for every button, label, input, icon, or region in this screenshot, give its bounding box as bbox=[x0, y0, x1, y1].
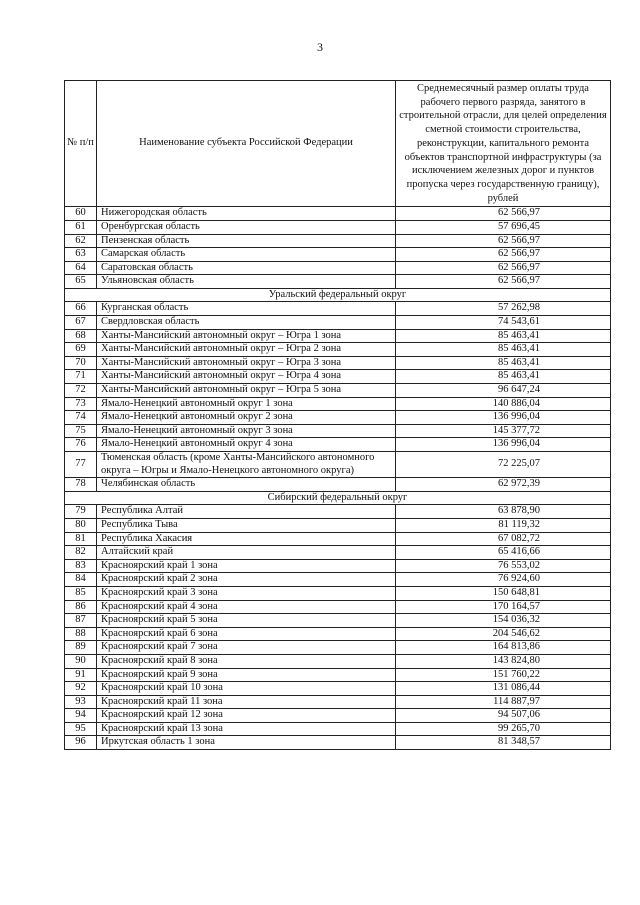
table-row bbox=[65, 668, 611, 682]
subject-name: Ямало-Ненецкий автономный округ 1 зона bbox=[97, 397, 396, 411]
subject-name: Красноярский край 4 зона bbox=[97, 600, 396, 614]
table-header-row bbox=[65, 81, 611, 207]
table-row bbox=[65, 397, 611, 411]
subject-name: Красноярский край 12 зона bbox=[97, 709, 396, 723]
wage-value: 76 924,60 bbox=[396, 573, 611, 587]
table-row bbox=[65, 384, 611, 398]
subject-name: Нижегородская область bbox=[97, 207, 396, 221]
subject-name: Красноярский край 5 зона bbox=[97, 614, 396, 628]
subject-name: Ханты-Мансийский автономный округ – Югра 1 зона bbox=[97, 329, 396, 343]
wage-value: 114 887,97 bbox=[396, 695, 611, 709]
subject-name: Челябинская область bbox=[97, 478, 396, 492]
table-row bbox=[65, 478, 611, 492]
row-number: 95 bbox=[65, 722, 97, 736]
table-row bbox=[65, 343, 611, 357]
table-row bbox=[65, 722, 611, 736]
subject-name: Ханты-Мансийский автономный округ – Югра 2 зона bbox=[97, 343, 396, 357]
header-wage-value: Среднемесячный размер оплаты труда рабочего первого разряда, занятого в строительной отрасли, для целей определения сметной стоимости строительства, реконструкции, капитального ремонта объектов транспортной инфраструктуры (за исключением железных дорог и пунктов пропуска через государственную границу), рублей bbox=[396, 81, 611, 207]
row-number: 84 bbox=[65, 573, 97, 587]
table-row bbox=[65, 573, 611, 587]
table-row bbox=[65, 302, 611, 316]
table-row bbox=[65, 709, 611, 723]
subject-name: Республика Хакасия bbox=[97, 532, 396, 546]
table-row bbox=[65, 424, 611, 438]
wage-value: 74 543,61 bbox=[396, 316, 611, 330]
row-number: 78 bbox=[65, 478, 97, 492]
wage-value: 94 507,06 bbox=[396, 709, 611, 723]
subject-name: Красноярский край 3 зона bbox=[97, 586, 396, 600]
table-row bbox=[65, 586, 611, 600]
wage-value: 67 082,72 bbox=[396, 532, 611, 546]
subject-name: Алтайский край bbox=[97, 546, 396, 560]
table-row bbox=[65, 220, 611, 234]
row-number: 77 bbox=[65, 452, 97, 478]
wage-value: 131 086,44 bbox=[396, 682, 611, 696]
table-body bbox=[65, 207, 611, 750]
wage-value: 62 972,39 bbox=[396, 478, 611, 492]
wage-value: 99 265,70 bbox=[396, 722, 611, 736]
subject-name: Красноярский край 11 зона bbox=[97, 695, 396, 709]
wage-value: 65 416,66 bbox=[396, 546, 611, 560]
row-number: 61 bbox=[65, 220, 97, 234]
row-number: 87 bbox=[65, 614, 97, 628]
subject-name: Красноярский край 10 зона bbox=[97, 682, 396, 696]
wage-value: 57 696,45 bbox=[396, 220, 611, 234]
subject-name: Тюменская область (кроме Ханты-Мансийского автономного округа – Югры и Ямало-Ненецкого автономного округа) bbox=[97, 452, 396, 478]
subject-name: Красноярский край 8 зона bbox=[97, 654, 396, 668]
wage-value: 62 566,97 bbox=[396, 275, 611, 289]
row-number: 71 bbox=[65, 370, 97, 384]
row-number: 75 bbox=[65, 424, 97, 438]
header-subject-name: Наименование субъекта Российской Федерации bbox=[97, 81, 396, 207]
table-row bbox=[65, 682, 611, 696]
section-title: Сибирский федеральный округ bbox=[65, 491, 611, 505]
table-row bbox=[65, 248, 611, 262]
row-number: 83 bbox=[65, 559, 97, 573]
row-number: 81 bbox=[65, 532, 97, 546]
table-row bbox=[65, 452, 611, 478]
row-number: 67 bbox=[65, 316, 97, 330]
row-number: 60 bbox=[65, 207, 97, 221]
row-number: 92 bbox=[65, 682, 97, 696]
table-row bbox=[65, 411, 611, 425]
subject-name: Свердловская область bbox=[97, 316, 396, 330]
table-row bbox=[65, 641, 611, 655]
section-title: Уральский федеральный округ bbox=[65, 288, 611, 302]
row-number: 64 bbox=[65, 261, 97, 275]
row-number: 80 bbox=[65, 518, 97, 532]
row-number: 93 bbox=[65, 695, 97, 709]
subject-name: Красноярский край 7 зона bbox=[97, 641, 396, 655]
table-row bbox=[65, 614, 611, 628]
subject-name: Иркутская область 1 зона bbox=[97, 736, 396, 750]
wage-value: 85 463,41 bbox=[396, 343, 611, 357]
subject-name: Курганская область bbox=[97, 302, 396, 316]
wage-value: 63 878,90 bbox=[396, 505, 611, 519]
row-number: 94 bbox=[65, 709, 97, 723]
subject-name: Ямало-Ненецкий автономный округ 2 зона bbox=[97, 411, 396, 425]
table-row bbox=[65, 518, 611, 532]
table-row bbox=[65, 370, 611, 384]
row-number: 79 bbox=[65, 505, 97, 519]
table-row bbox=[65, 234, 611, 248]
subject-name: Самарская область bbox=[97, 248, 396, 262]
wage-value: 62 566,97 bbox=[396, 234, 611, 248]
table-row bbox=[65, 356, 611, 370]
table-row bbox=[65, 600, 611, 614]
subject-name: Республика Алтай bbox=[97, 505, 396, 519]
table-row bbox=[65, 736, 611, 750]
wage-value: 150 648,81 bbox=[396, 586, 611, 600]
header-number: № п/п bbox=[65, 81, 97, 207]
subject-name: Оренбургская область bbox=[97, 220, 396, 234]
table-row bbox=[65, 329, 611, 343]
wage-table bbox=[64, 80, 611, 750]
subject-name: Саратовская область bbox=[97, 261, 396, 275]
wage-value: 85 463,41 bbox=[396, 329, 611, 343]
section-header-row bbox=[65, 288, 611, 302]
table-row bbox=[65, 261, 611, 275]
wage-value: 151 760,22 bbox=[396, 668, 611, 682]
row-number: 70 bbox=[65, 356, 97, 370]
row-number: 88 bbox=[65, 627, 97, 641]
wage-value: 81 119,32 bbox=[396, 518, 611, 532]
wage-value: 145 377,72 bbox=[396, 424, 611, 438]
wage-value: 57 262,98 bbox=[396, 302, 611, 316]
wage-value: 62 566,97 bbox=[396, 207, 611, 221]
subject-name: Ханты-Мансийский автономный округ – Югра 5 зона bbox=[97, 384, 396, 398]
wage-value: 62 566,97 bbox=[396, 248, 611, 262]
table-row bbox=[65, 438, 611, 452]
row-number: 90 bbox=[65, 654, 97, 668]
table-row bbox=[65, 505, 611, 519]
wage-value: 170 164,57 bbox=[396, 600, 611, 614]
row-number: 86 bbox=[65, 600, 97, 614]
subject-name: Ханты-Мансийский автономный округ – Югра 3 зона bbox=[97, 356, 396, 370]
wage-value: 62 566,97 bbox=[396, 261, 611, 275]
subject-name: Красноярский край 13 зона bbox=[97, 722, 396, 736]
row-number: 65 bbox=[65, 275, 97, 289]
table-row bbox=[65, 275, 611, 289]
row-number: 74 bbox=[65, 411, 97, 425]
subject-name: Ямало-Ненецкий автономный округ 4 зона bbox=[97, 438, 396, 452]
subject-name: Красноярский край 2 зона bbox=[97, 573, 396, 587]
row-number: 62 bbox=[65, 234, 97, 248]
row-number: 63 bbox=[65, 248, 97, 262]
page-number: 3 bbox=[317, 40, 323, 54]
row-number: 89 bbox=[65, 641, 97, 655]
table-row bbox=[65, 532, 611, 546]
subject-name: Ханты-Мансийский автономный округ – Югра 4 зона bbox=[97, 370, 396, 384]
row-number: 72 bbox=[65, 384, 97, 398]
row-number: 66 bbox=[65, 302, 97, 316]
row-number: 82 bbox=[65, 546, 97, 560]
table-row bbox=[65, 695, 611, 709]
wage-value: 85 463,41 bbox=[396, 370, 611, 384]
subject-name: Красноярский край 9 зона bbox=[97, 668, 396, 682]
subject-name: Пензенская область bbox=[97, 234, 396, 248]
wage-value: 85 463,41 bbox=[396, 356, 611, 370]
subject-name: Ульяновская область bbox=[97, 275, 396, 289]
wage-value: 140 886,04 bbox=[396, 397, 611, 411]
subject-name: Красноярский край 1 зона bbox=[97, 559, 396, 573]
subject-name: Ямало-Ненецкий автономный округ 3 зона bbox=[97, 424, 396, 438]
row-number: 96 bbox=[65, 736, 97, 750]
table-row bbox=[65, 654, 611, 668]
wage-value: 136 996,04 bbox=[396, 411, 611, 425]
wage-value: 154 036,32 bbox=[396, 614, 611, 628]
wage-value: 204 546,62 bbox=[396, 627, 611, 641]
table-row bbox=[65, 627, 611, 641]
row-number: 73 bbox=[65, 397, 97, 411]
wage-value: 143 824,80 bbox=[396, 654, 611, 668]
section-header-row bbox=[65, 491, 611, 505]
wage-value: 96 647,24 bbox=[396, 384, 611, 398]
table-row bbox=[65, 559, 611, 573]
row-number: 85 bbox=[65, 586, 97, 600]
row-number: 91 bbox=[65, 668, 97, 682]
table-row bbox=[65, 316, 611, 330]
wage-value: 136 996,04 bbox=[396, 438, 611, 452]
wage-value: 81 348,57 bbox=[396, 736, 611, 750]
row-number: 69 bbox=[65, 343, 97, 357]
row-number: 68 bbox=[65, 329, 97, 343]
row-number: 76 bbox=[65, 438, 97, 452]
wage-value: 164 813,86 bbox=[396, 641, 611, 655]
table-row bbox=[65, 546, 611, 560]
wage-value: 76 553,02 bbox=[396, 559, 611, 573]
wage-value: 72 225,07 bbox=[396, 452, 611, 478]
table-row bbox=[65, 207, 611, 221]
subject-name: Красноярский край 6 зона bbox=[97, 627, 396, 641]
subject-name: Республика Тыва bbox=[97, 518, 396, 532]
